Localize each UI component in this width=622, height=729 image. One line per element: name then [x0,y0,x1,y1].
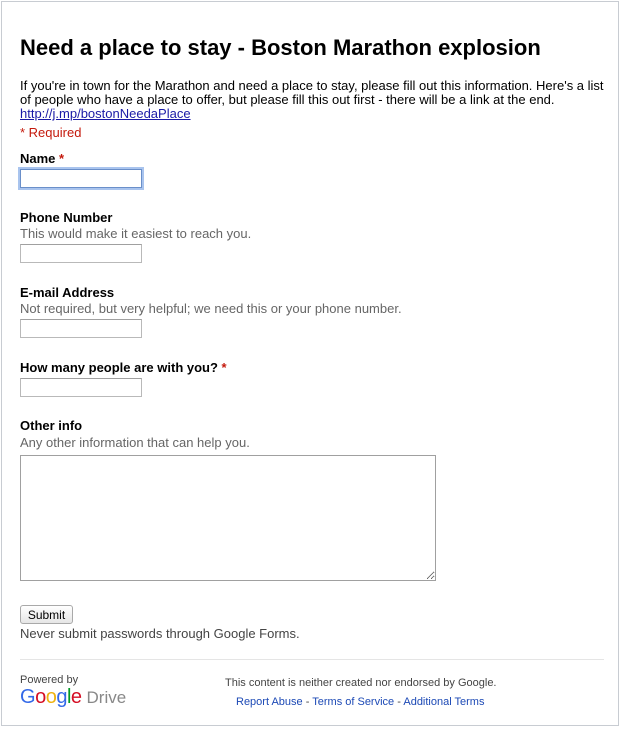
email-input[interactable] [20,319,142,338]
logo-letter: g [56,686,67,708]
footer-links [236,696,484,708]
people-label [20,360,227,375]
submit-button[interactable]: Submit [20,605,73,624]
people-input[interactable] [20,378,142,397]
google-drive-logo[interactable] [20,686,126,709]
other-info-help: Any other information that can help you. [20,435,250,450]
form-container [1,1,619,726]
email-label: E-mail Address [20,285,115,300]
logo-letter: l [66,686,71,708]
phone-label: Phone Number [20,210,113,225]
required-star: * [221,360,227,375]
link-separator: - [305,696,310,708]
logo-letter: o [35,686,46,708]
logo-letter: o [45,686,57,708]
footer-divider [20,659,604,660]
name-label [20,151,64,166]
people-label-text: How many people are with you? [20,360,218,375]
powered-by-text: Powered by [20,674,79,686]
terms-of-service-link[interactable]: Terms of Service [312,696,395,708]
link-separator: - [397,696,401,708]
logo-letter: G [20,686,36,708]
required-note: * Required [20,125,82,140]
drive-word: Drive [86,688,127,707]
name-input[interactable] [20,169,142,188]
footer-disclaimer: This content is neither created nor endorsed by Google. [225,677,497,689]
form-description [20,79,610,121]
report-abuse-link[interactable]: Report Abuse [236,696,303,708]
phone-input[interactable] [20,244,142,263]
phone-help: This would make it easiest to reach you. [20,226,252,241]
other-info-label: Other info [20,418,83,433]
email-help: Not required, but very helpful; we need this or your phone number. [20,301,402,316]
name-label-text: Name [20,151,56,166]
description-text: If you're in town for the Marathon and need a place to stay, please fill out this information. Here's a list of people who have a place to offer, but please fill this out first - there will be a link at the end. [20,78,604,107]
form-title: Need a place to stay - Boston Marathon explosion [20,35,541,60]
password-warning: Never submit passwords through Google Forms. [20,626,300,641]
other-info-textarea[interactable] [20,455,436,581]
required-star: * [59,151,65,166]
logo-letter: e [70,686,82,708]
description-link[interactable]: http://j.mp/bostonNeedaPlace [20,106,191,121]
additional-terms-link[interactable]: Additional Terms [403,696,485,708]
